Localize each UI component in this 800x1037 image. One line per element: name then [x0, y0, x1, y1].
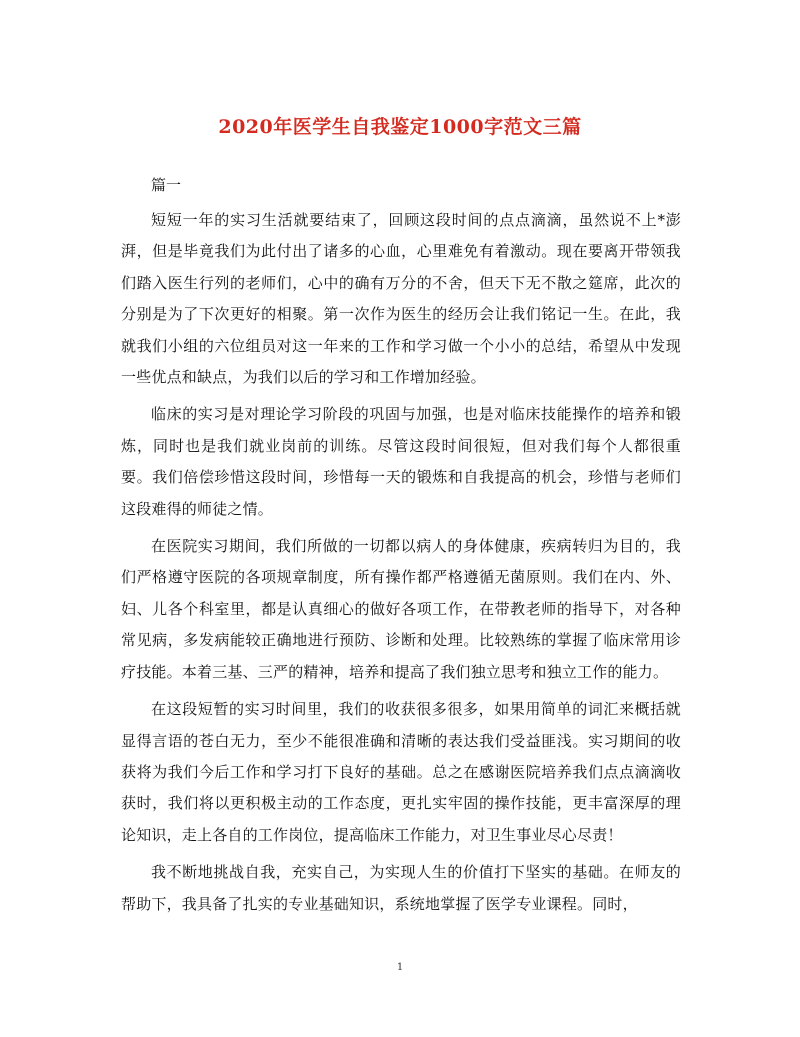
paragraph-3: 在医院实习期间，我们所做的一切都以病人的身体健康，疾病转归为目的，我们严格遵守医院的各项规章制度，所有操作都严格遵循无菌原则。我们在内、外、妇、儿各个科室里，都是认真细心的做好各项工作，在带教老师的指导下，对各种常见病，多发病能较正确地进行预防、诊断和处理。比较熟练的掌握了临床常用诊疗技能。本着三基、三严的精神，培养和提高了我们独立思考和独立工作的能力。 — [121, 537, 681, 681]
body-text — [121, 205, 681, 926]
paragraph-1: 短短一年的实习生活就要结束了，回顾这段时间的点点滴滴，虽然说不上*澎湃，但是毕竟我们为此付出了诸多的心血，心里难免有着激动。现在要离开带领我们踏入医生行列的老师们，心中的确有万分的不舍，但天下无不散之筵席，此次的分别是为了下次更好的相聚。第一次作为医生的经历会让我们铭记一生。在此，我就我们小组的六位组员对这一年来的工作和学习做一个小小的总结，希望从中发现一些优点和缺点，为我们以后的学习和工作增加经验。 — [121, 211, 681, 387]
section-label: 篇一 — [151, 176, 182, 194]
paragraph-5: 我不断地挑战自我，充实自己，为实现人生的价值打下坚实的基础。在师友的帮助下，我具备了扎实的专业基础知识，系统地掌握了医学专业课程。同时， — [121, 863, 681, 913]
document-title: 2020年医学生自我鉴定1000字范文三篇 — [218, 116, 582, 138]
paragraph-2: 临床的实习是对理论学习阶段的巩固与加强，也是对临床技能操作的培养和锻炼，同时也是我们就业岗前的训练。尽管这段时间很短，但对我们每个人都很重要。我们倍偿珍惜这段时间，珍惜每一天的锻炼和自我提高的机会，珍惜与老师们这段难得的师徒之情。 — [121, 405, 681, 518]
page-number: 1 — [396, 962, 404, 973]
paragraph-4: 在这段短暂的实习时间里，我们的收获很多很多，如果用简单的词汇来概括就显得言语的苍白无力，至少不能很准确和清晰的表达我们受益匪浅。实习期间的收获将为我们今后工作和学习打下良好的基础。总之在感谢医院培养我们点点滴滴收获时，我们将以更积极主动的工作态度，更扎实牢固的操作技能，更丰富深厚的理论知识，走上各自的工作岗位，提高临床工作能力，对卫生事业尽心尽责！ — [121, 700, 681, 844]
